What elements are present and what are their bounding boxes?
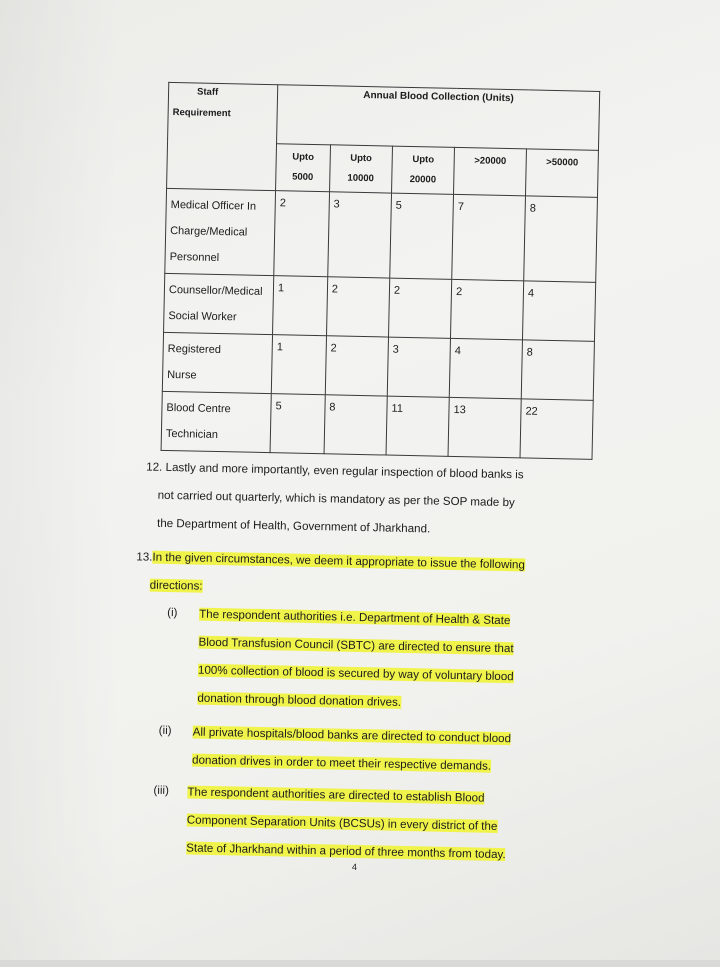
column-header: Upto 5000: [276, 144, 331, 192]
table-cell: 1: [271, 335, 326, 395]
column-header: Upto 20000: [391, 146, 454, 194]
page-number: 4: [351, 861, 358, 873]
table-cell: 4: [449, 338, 522, 398]
table-cell: 11: [386, 396, 449, 456]
para-line: not carried out quarterly, which is mandatory as per the SOP made by: [157, 488, 515, 510]
table-cell: 1: [273, 276, 328, 336]
corner-line-1: Staff: [196, 86, 219, 98]
table-cell: 8: [324, 395, 387, 455]
table-cell: 3: [387, 337, 450, 397]
table-cell: 5: [390, 193, 454, 279]
table-cell: 4: [523, 281, 596, 341]
table-cell: 5: [270, 394, 325, 454]
group-header-text: Annual Blood Collection (Units): [363, 89, 514, 105]
direction-line: donation through blood donation drives.: [197, 691, 402, 709]
group-header: [277, 85, 600, 151]
table-cell: 2: [326, 277, 389, 337]
direction-numeral: (i): [167, 605, 178, 620]
table-cell: 22: [520, 399, 593, 459]
column-header: >50000: [526, 149, 599, 197]
direction-item: [192, 719, 537, 782]
para-number: 13.: [136, 550, 153, 564]
para-line: In the given circumstances, we deem it appropriate to issue the following: [152, 550, 526, 572]
table-row: [164, 273, 596, 341]
table-cell: 2: [274, 191, 330, 277]
table-row: [161, 391, 593, 459]
table-cell: 3: [328, 192, 392, 278]
direction-line: State of Jharkhand within a period of three months from today.: [186, 841, 506, 862]
direction-numeral: (iii): [153, 783, 170, 798]
corner-header: [167, 82, 278, 190]
para-number: 12.: [146, 460, 163, 474]
paragraph-13: [135, 543, 546, 608]
direction-item: [186, 778, 536, 869]
direction-numeral: (ii): [158, 723, 172, 738]
para-line: directions:: [149, 578, 203, 593]
table-cell: 13: [448, 397, 521, 457]
table-row: [165, 188, 598, 282]
table-cell: 8: [521, 340, 594, 400]
direction-line: 100% collection of blood is secured by way of voluntary blood: [197, 663, 514, 684]
row-label: Registered Nurse: [162, 332, 272, 393]
para-line: Lastly and more importantly, even regular inspection of blood banks is: [165, 460, 524, 482]
direction-line: The respondent authorities are directed to establish Blood: [187, 785, 485, 805]
column-header: >20000: [454, 147, 527, 195]
direction-line: Blood Transfusion Council (SBTC) are directed to ensure that: [198, 635, 514, 656]
row-label: Medical Officer In Charge/Medical Personnel: [165, 188, 276, 275]
table-cell: 2: [325, 336, 388, 396]
direction-line: All private hospitals/blood banks are directed to conduct blood: [192, 725, 512, 746]
corner-line-2: Requirement: [172, 106, 231, 120]
table-cell: 7: [452, 194, 526, 280]
paragraph-12: [145, 454, 547, 546]
table-row: [162, 332, 594, 400]
row-label: Counsellor/Medical Social Worker: [164, 273, 274, 334]
para-line: the Department of Health, Government of Jharkhand.: [156, 516, 431, 536]
staff-requirement-table: [161, 82, 601, 460]
direction-line: donation drives in order to meet their respective demands.: [191, 753, 492, 773]
table-cell: 2: [451, 279, 524, 339]
table-cell: 2: [388, 278, 451, 338]
direction-line: The respondent authorities i.e. Department of Health & State: [199, 607, 511, 628]
direction-line: Component Separation Units (BCSUs) in every district of the: [186, 813, 498, 833]
table-cell: 8: [524, 196, 598, 282]
direction-item: [197, 601, 539, 720]
row-label: Blood Centre Technician: [161, 391, 271, 452]
column-header: Upto 10000: [329, 145, 392, 193]
